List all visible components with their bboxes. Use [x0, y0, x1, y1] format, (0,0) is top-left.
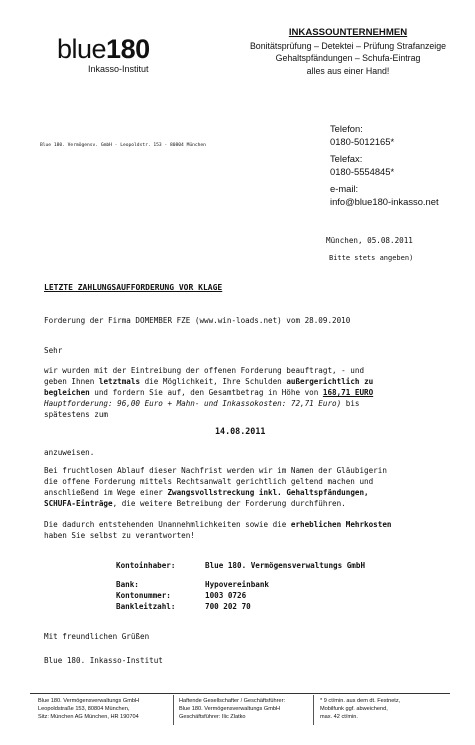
phone-label: Telefon: [330, 123, 363, 134]
letter-subject: LETZTE ZAHLUNGSAUFFORDERUNG VOR KLAGE [44, 283, 223, 292]
bank-code-label: Bankleitzahl: [116, 602, 176, 611]
account-number: 1003 0726 [205, 591, 247, 600]
bank-name: Hypovereinbank [205, 580, 270, 589]
letterhead-line: alles aus einer Hand! [306, 65, 390, 76]
letter-date: München, 05.08.2011 [326, 236, 413, 245]
account-holder-label: Kontoinhaber: [116, 561, 176, 570]
body-line: Die dadurch entstehenden Unannehmlichkeiten sowie die erheblichen Mehrkosten [44, 520, 392, 529]
email-label: e-mail: [330, 183, 359, 194]
footer-phone-rates: * 9 ct/min. aus dem dt. Festnetz, Mobilfunk ggf. abweichend, max. 42 ct/min. [320, 698, 401, 720]
body-line: begleichen und fordern Sie auf, den Gesamtbetrag in Höhe von 168,71 EURO [44, 388, 374, 397]
letterhead-line: Gehaltspfändungen – Schufa-Eintrag [275, 53, 421, 64]
footer-management: Haftende Gesellschafter / Geschäftsführer: Blue 180. Vermögensverwaltungs GmbH Geschäftsführer: Ilic Zlatko [179, 698, 286, 720]
body-line: wir wurden mit der Eintreibung der offenen Forderung beauftragt, - und [44, 366, 365, 375]
account-holder: Blue 180. Vermögensverwaltungs GmbH [205, 561, 366, 570]
body-line: spätestens zum [44, 410, 109, 419]
fax-number: 0180-5554845* [330, 166, 395, 177]
company-logo: blue180 [57, 34, 150, 64]
claim-reference: Forderung der Firma DOMEMBER FZE (www.win-loads.net) vom 28.09.2010 [44, 316, 351, 325]
footer-column-divider [173, 695, 174, 725]
body-line: geben Ihnen letztmals die Möglichkeit, Ihre Schulden außergerichtlich zu [44, 377, 374, 386]
letterhead-title: INKASSOUNTERNEHMEN [288, 27, 408, 38]
logo-subtitle: Inkasso-Institut [88, 64, 149, 74]
body-line: anschließend im Wege einer Zwangsvollstreckung inkl. Gehaltspfändungen, [44, 488, 369, 497]
body-line: haben Sie selbst zu verantworten! [44, 531, 195, 540]
fax-label: Telefax: [330, 153, 363, 164]
reference-note: Bitte stets angeben) [329, 254, 414, 262]
footer-column-divider [313, 695, 314, 725]
payment-deadline: 14.08.2011 [215, 426, 266, 436]
account-number-label: Kontonummer: [116, 591, 171, 600]
body-line: Hauptforderung: 96,00 Euro + Mahn- und Inkassokosten: 72,71 Euro) bis [44, 399, 360, 408]
body-line: anzuweisen. [44, 448, 95, 457]
closing: Mit freundlichen Grüßen [44, 632, 150, 641]
signature: Blue 180. Inkasso-Institut [44, 656, 163, 665]
phone-number: 0180-5012165* [330, 136, 395, 147]
body-line: Bei fruchtlosen Ablauf dieser Nachfrist werden wir im Namen der Gläubigerin [44, 466, 387, 475]
footer-divider [30, 693, 450, 694]
email-address: info@blue180-inkasso.net [330, 196, 439, 207]
bank-code: 700 202 70 [205, 602, 251, 611]
salutation: Sehr [44, 346, 63, 355]
sender-address-line: Blue 180. Vermögensv. GmbH · Leopoldstr. 153 · 80804 München [40, 143, 206, 148]
footer-company: Blue 180. Vermögensverwaltungs GmbH Leopoldstraße 153, 80804 München, Sitz: München AG München, HR 190704 [38, 698, 140, 720]
letterhead-block [238, 27, 458, 77]
body-line: die offene Forderung mittels Rechtsanwalt gerichtlich geltend machen und [44, 477, 374, 486]
bank-label: Bank: [116, 580, 139, 589]
letterhead-line: Bonitätsprüfung – Detektei – Prüfung Strafanzeige [249, 40, 447, 51]
body-line: SCHUFA-Einträge, die weitere Betreibung der Forderung durchführen. [44, 499, 346, 508]
